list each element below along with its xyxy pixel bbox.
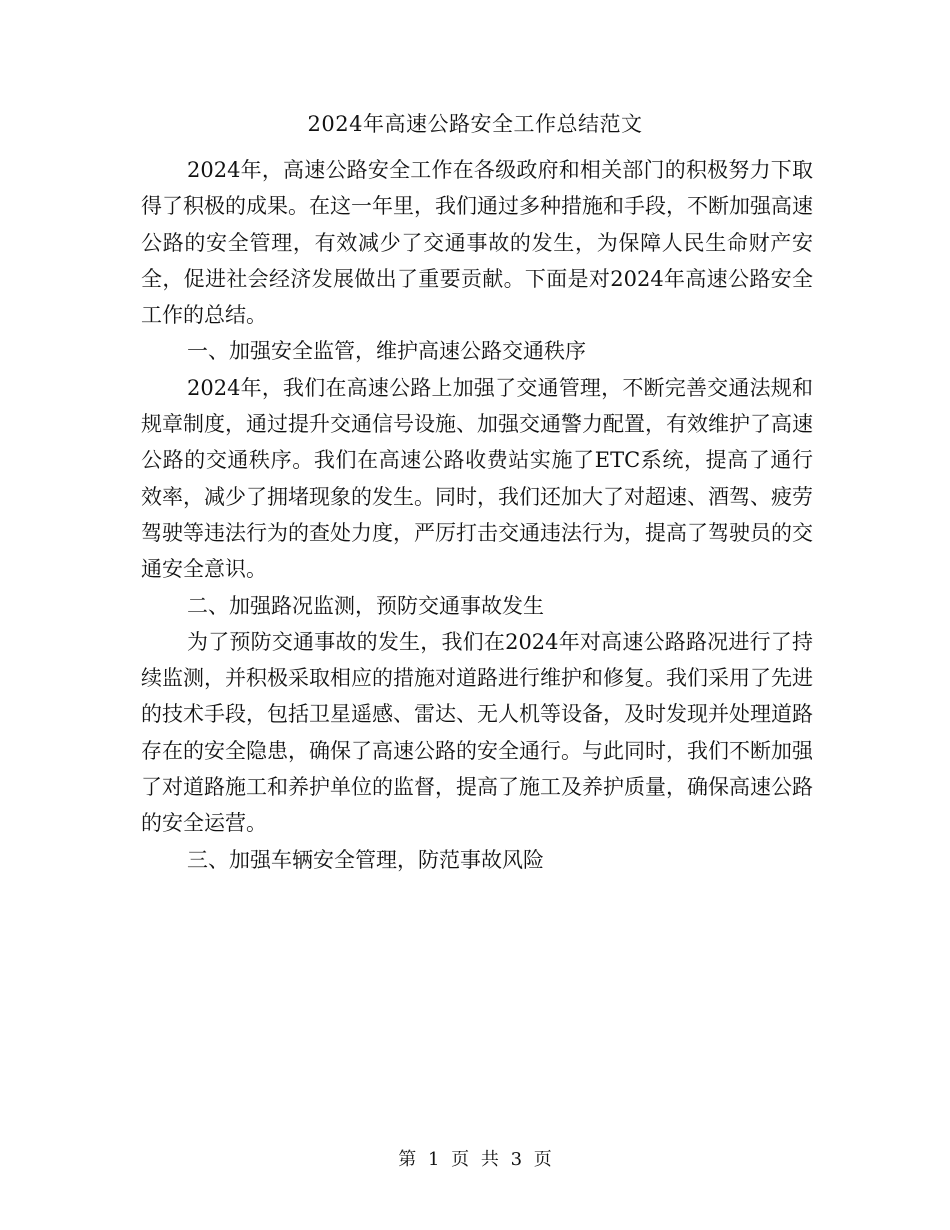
section-heading-3: 三、加强车辆安全管理，防范事故风险 xyxy=(187,847,544,872)
section-heading-1: 一、加强安全监管，维护高速公路交通秩序 xyxy=(187,339,586,364)
section-paragraph-1: 2024年，我们在高速公路上加强了交通管理，不断完善交通法规和规章制度，通过提升交通信号设施、加强交通警力配置，有效维护了高速公路的交通秩序。我们在高速公路收费站实施了ETC系统，提高了通行效率，减少了拥堵现象的发生。同时，我们还加大了对超速、酒驾、疲劳驾驶等违法行为的查处力度，严厉打击交通违法行为，提高了驾驶员的交通安全意识。 xyxy=(141,375,813,582)
page-number-footer: 第 1 页 共 3 页 xyxy=(398,1149,552,1170)
section-paragraph-2: 为了预防交通事故的发生，我们在2024年对高速公路路况进行了持续监测，并积极采取相应的措施对道路进行维护和修复。我们采用了先进的技术手段，包括卫星遥感、雷达、无人机等设备，及时发现并处理道路存在的安全隐患，确保了高速公路的安全通行。与此同时，我们不断加强了对道路施工和养护单位的监督，提高了施工及养护质量，确保高速公路的安全运营。 xyxy=(141,629,813,836)
section-heading-2: 二、加强路况监测，预防交通事故发生 xyxy=(187,593,544,618)
document-body xyxy=(141,152,813,878)
document-title: 2024年高速公路安全工作总结范文 xyxy=(307,112,643,136)
intro-paragraph: 2024年，高速公路安全工作在各级政府和相关部门的积极努力下取得了积极的成果。在这一年里，我们通过多种措施和手段，不断加强高速公路的安全管理，有效减少了交通事故的发生，为保障人民生命财产安全，促进社会经济发展做出了重要贡献。下面是对2024年高速公路安全工作的总结。 xyxy=(141,158,813,328)
